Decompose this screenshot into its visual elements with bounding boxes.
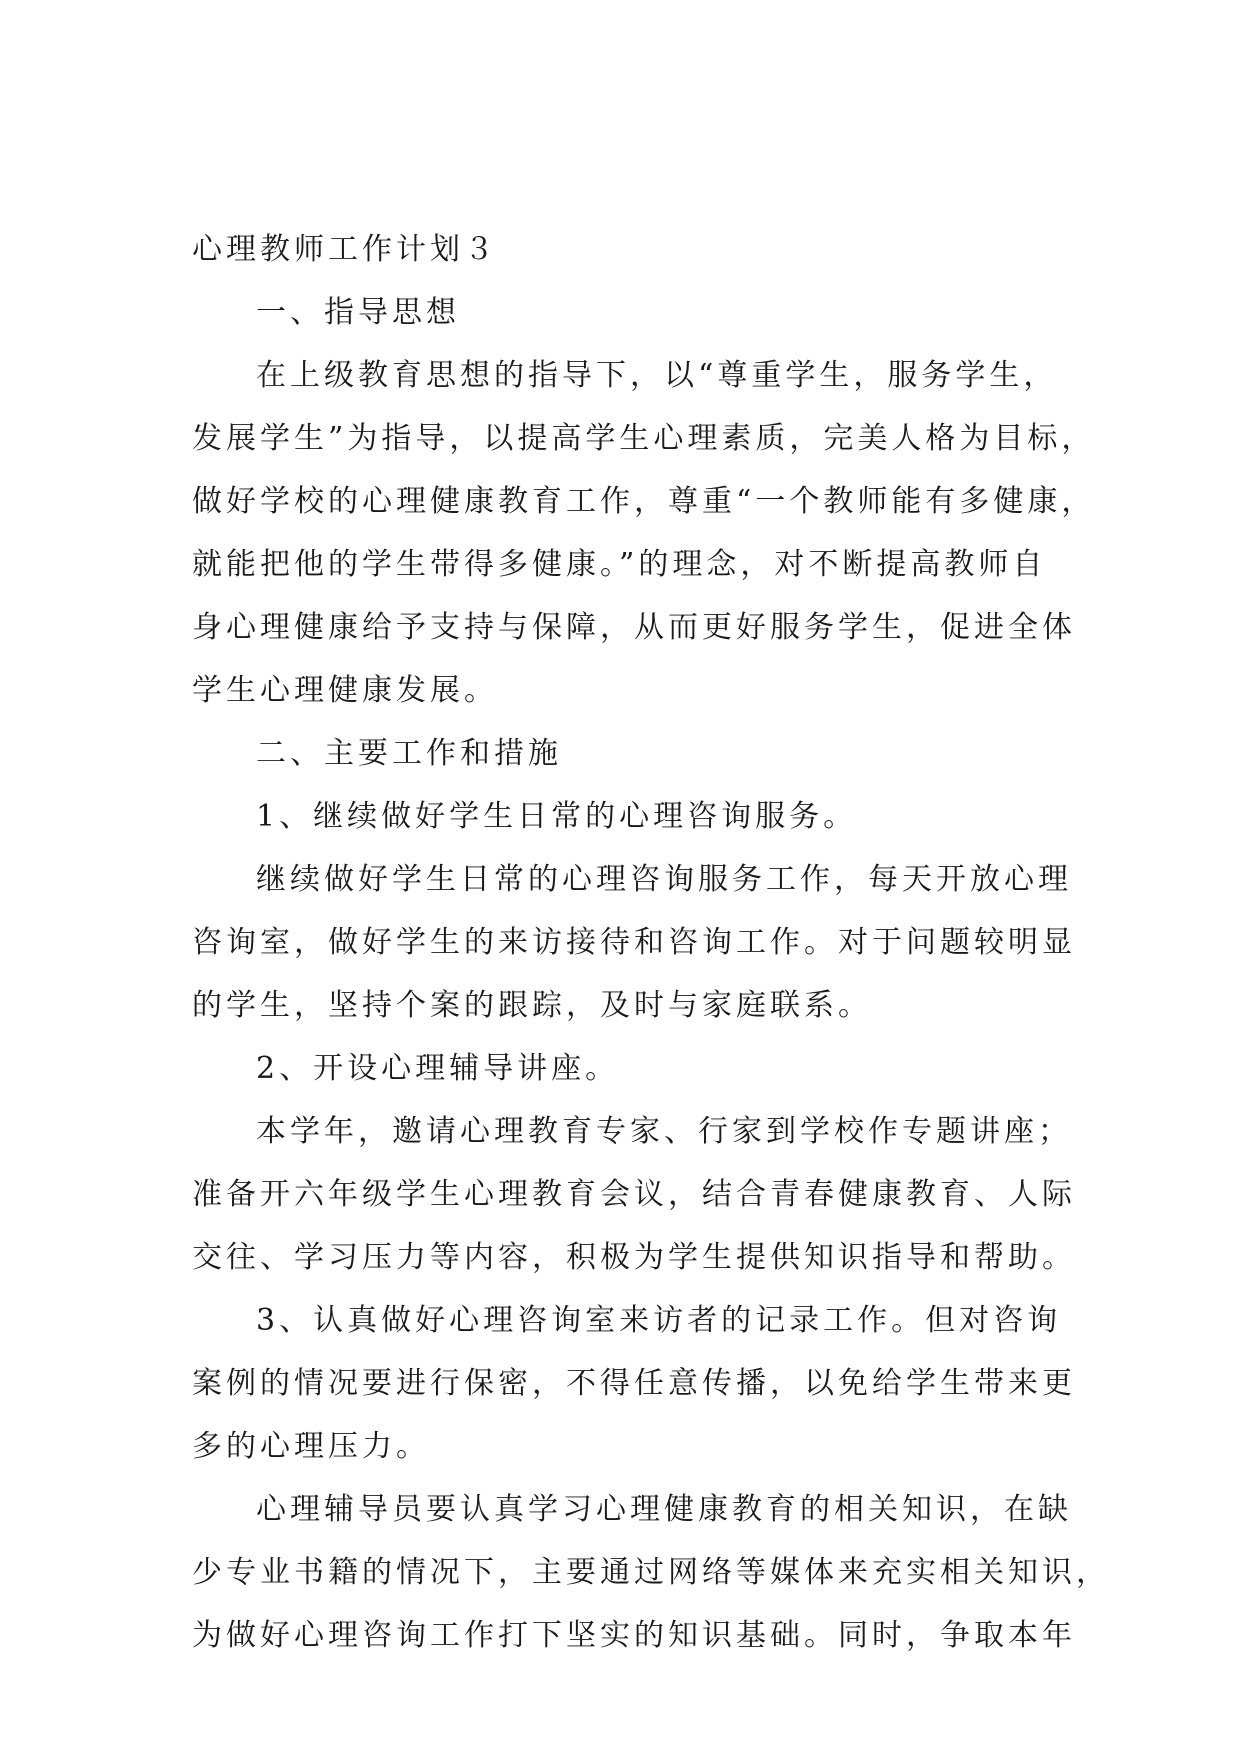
item-heading-2: 2、开设心理辅导讲座。 <box>256 1051 620 1086</box>
paragraph-line: 为做好心理咨询工作打下坚实的知识基础。同时，争取本年 <box>192 1618 1076 1653</box>
paragraph-line: 学生心理健康发展。 <box>192 673 498 708</box>
item-heading-3: 3、认真做好心理咨询室来访者的记录工作。但对咨询 <box>256 1303 1062 1338</box>
paragraph-line: 咨询室，做好学生的来访接待和咨询工作。对于问题较明显 <box>192 925 1076 960</box>
paragraph-line: 准备开六年级学生心理教育会议，结合青春健康教育、人际 <box>192 1177 1076 1212</box>
paragraph-line: 做好学校的心理健康教育工作，尊重“一个教师能有多健康， <box>192 484 1096 519</box>
section-heading-guiding-thought: 一、指导思想 <box>256 295 460 330</box>
paragraph-line: 案例的情况要进行保密，不得任意传播，以免给学生带来更 <box>192 1366 1076 1401</box>
paragraph-line: 身心理健康给予支持与保障，从而更好服务学生，促进全体 <box>192 610 1076 645</box>
document-title: 心理教师工作计划３ <box>192 232 498 267</box>
paragraph-line: 本学年，邀请心理教育专家、行家到学校作专题讲座； <box>256 1114 1072 1149</box>
paragraph-line: 交往、学习压力等内容，积极为学生提供知识指导和帮助。 <box>192 1240 1076 1275</box>
paragraph-line: 继续做好学生日常的心理咨询服务工作，每天开放心理 <box>256 862 1072 897</box>
item-heading-1: 1、继续做好学生日常的心理咨询服务。 <box>256 799 858 834</box>
paragraph-line: 心理辅导员要认真学习心理健康教育的相关知识，在缺 <box>256 1492 1072 1527</box>
paragraph-line: 多的心理压力。 <box>192 1429 430 1464</box>
paragraph-line: 在上级教育思想的指导下，以“尊重学生，服务学生， <box>256 358 1058 393</box>
paragraph-line: 发展学生”为指导，以提高学生心理素质，完美人格为目标， <box>192 421 1096 456</box>
section-heading-main-work: 二、主要工作和措施 <box>256 736 562 771</box>
paragraph-line: 就能把他的学生带得多健康。”的理念，对不断提高教师自 <box>192 547 1047 582</box>
document-body <box>192 218 1110 1667</box>
paragraph-line: 的学生，坚持个案的跟踪，及时与家庭联系。 <box>192 988 872 1023</box>
paragraph-line: 少专业书籍的情况下，主要通过网络等媒体来充实相关知识， <box>192 1555 1110 1590</box>
